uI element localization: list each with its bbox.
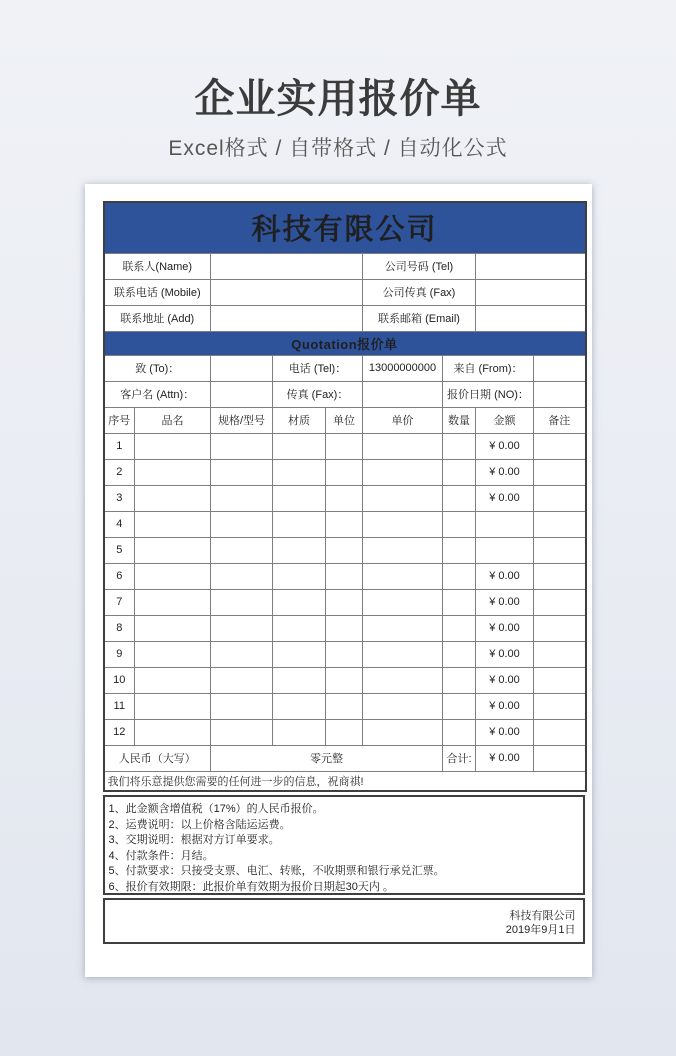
item-qty-cell: [443, 511, 476, 537]
item-spec-cell: [211, 615, 273, 641]
item-spec-cell: [211, 667, 273, 693]
row-number-cell: 6: [104, 563, 135, 589]
item-name-cell: [135, 641, 211, 667]
contact-label: 联系邮箱 (Email): [363, 305, 476, 331]
item-unit-cell: [326, 693, 363, 719]
item-name-cell: [135, 667, 211, 693]
item-name-cell: [135, 433, 211, 459]
item-note-cell: [534, 433, 586, 459]
recipient-label: 来自 (From)：: [443, 355, 534, 381]
item-amount-cell: ¥ 0.00: [476, 641, 534, 667]
item-row: [104, 537, 586, 563]
item-row: [104, 719, 586, 745]
item-note-cell: [534, 641, 586, 667]
row-number-cell: 2: [104, 459, 135, 485]
row-number-cell: 8: [104, 615, 135, 641]
row-number-cell: 4: [104, 511, 135, 537]
item-material-cell: [273, 667, 326, 693]
contact-value-cell: [211, 279, 363, 305]
contact-label: 公司号码 (Tel): [363, 253, 476, 279]
column-header: 品名: [135, 407, 211, 433]
item-material-cell: [273, 615, 326, 641]
greeting-note: 我们将乐意提供您需要的任何进一步的信息，祝商祺!: [104, 771, 586, 791]
column-header: 金额: [476, 407, 534, 433]
company-name-header: 科技有限公司: [104, 202, 586, 253]
item-amount-cell: ¥ 0.00: [476, 459, 534, 485]
signoff-box: [103, 898, 585, 944]
term-line: 6、报价有效期限：此报价单有效期为报价日期起30天内 。: [108, 880, 394, 893]
row-number-cell: 1: [104, 433, 135, 459]
item-row: [104, 433, 586, 459]
contact-row: [104, 279, 586, 305]
recipient-label: 致 (To)：: [104, 355, 211, 381]
row-number-cell: 12: [104, 719, 135, 745]
recipient-value-cell: [363, 381, 443, 407]
recipient-value-cell: [211, 381, 273, 407]
item-material-cell: [273, 433, 326, 459]
item-price-cell: [363, 589, 443, 615]
contact-row: [104, 253, 586, 279]
item-row: [104, 641, 586, 667]
term-line: 3、交期说明：根据对方订单要求。: [108, 834, 280, 846]
item-spec-cell: [211, 641, 273, 667]
item-qty-cell: [443, 459, 476, 485]
quotation-sheet: [85, 184, 592, 977]
item-row: [104, 589, 586, 615]
signoff-date: 2019年9月1日: [505, 924, 576, 936]
item-unit-cell: [326, 511, 363, 537]
item-note-cell: [534, 589, 586, 615]
contact-label: 联系人(Name): [104, 253, 211, 279]
item-qty-cell: [443, 537, 476, 563]
item-spec-cell: [211, 511, 273, 537]
terms-box: [103, 795, 585, 895]
row-number-cell: 7: [104, 589, 135, 615]
item-amount-cell: ¥ 0.00: [476, 563, 534, 589]
item-spec-cell: [211, 563, 273, 589]
hero-banner: [0, 0, 676, 184]
row-number-cell: 10: [104, 667, 135, 693]
item-name-cell: [135, 485, 211, 511]
item-unit-cell: [326, 615, 363, 641]
item-unit-cell: [326, 667, 363, 693]
contact-value-cell: [211, 305, 363, 331]
item-unit-cell: [326, 641, 363, 667]
column-header: 数量: [443, 407, 476, 433]
contact-row: [104, 305, 586, 331]
item-note-cell: [534, 485, 586, 511]
currency-words-label: 人民币（大写）: [104, 745, 211, 771]
recipient-value-cell: 13000000000: [363, 355, 443, 381]
item-qty-cell: [443, 485, 476, 511]
item-unit-cell: [326, 537, 363, 563]
recipient-label: 传真 (Fax)：: [273, 381, 363, 407]
contact-label: 公司传真 (Fax): [363, 279, 476, 305]
item-price-cell: [363, 537, 443, 563]
term-line: 5、付款要求：只接受支票、电汇、转账，不收期票和银行承兑汇票。: [108, 865, 445, 877]
item-price-cell: [363, 485, 443, 511]
item-material-cell: [273, 485, 326, 511]
item-amount-cell: ¥ 0.00: [476, 589, 534, 615]
item-price-cell: [363, 693, 443, 719]
item-price-cell: [363, 641, 443, 667]
item-price-cell: [363, 433, 443, 459]
item-spec-cell: [211, 719, 273, 745]
item-note-cell: [534, 537, 586, 563]
recipient-row: [104, 381, 586, 407]
item-price-cell: [363, 563, 443, 589]
quotation-bar: Quotation报价单: [104, 331, 586, 355]
item-amount-cell: ¥ 0.00: [476, 433, 534, 459]
term-line: 2、运费说明：以上价格含陆运运费。: [108, 818, 291, 831]
item-row: [104, 459, 586, 485]
greeting-row: [104, 771, 586, 791]
item-qty-cell: [443, 719, 476, 745]
term-line: 1、此金额含增值税（17%）的人民币报价。: [108, 803, 324, 815]
recipient-value-cell: [534, 381, 586, 407]
item-qty-cell: [443, 615, 476, 641]
item-name-cell: [135, 563, 211, 589]
item-amount-cell: ¥ 0.00: [476, 615, 534, 641]
summary-note-cell: [534, 745, 586, 771]
column-header: 序号: [104, 407, 135, 433]
item-qty-cell: [443, 667, 476, 693]
item-material-cell: [273, 563, 326, 589]
item-qty-cell: [443, 563, 476, 589]
item-row: [104, 615, 586, 641]
contact-value-cell: [476, 253, 586, 279]
item-qty-cell: [443, 693, 476, 719]
item-name-cell: [135, 537, 211, 563]
column-header: 规格/型号: [211, 407, 273, 433]
item-note-cell: [534, 719, 586, 745]
item-material-cell: [273, 511, 326, 537]
item-spec-cell: [211, 693, 273, 719]
item-name-cell: [135, 615, 211, 641]
total-label: 合计:: [443, 745, 476, 771]
item-unit-cell: [326, 459, 363, 485]
item-unit-cell: [326, 433, 363, 459]
item-amount-cell: ¥ 0.00: [476, 485, 534, 511]
item-name-cell: [135, 511, 211, 537]
item-amount-cell: [476, 511, 534, 537]
item-amount-cell: [476, 537, 534, 563]
item-material-cell: [273, 537, 326, 563]
item-name-cell: [135, 589, 211, 615]
recipient-row: [104, 355, 586, 381]
item-row: [104, 511, 586, 537]
item-price-cell: [363, 667, 443, 693]
quotation-bar-row: [104, 331, 586, 355]
item-qty-cell: [443, 641, 476, 667]
item-price-cell: [363, 459, 443, 485]
item-material-cell: [273, 459, 326, 485]
item-row: [104, 693, 586, 719]
item-spec-cell: [211, 589, 273, 615]
recipient-label: 报价日期 (NO)：: [443, 381, 534, 407]
contact-value-cell: [476, 305, 586, 331]
contact-label: 联系地址 (Add): [104, 305, 211, 331]
summary-row: [104, 745, 586, 771]
item-qty-cell: [443, 589, 476, 615]
item-amount-cell: ¥ 0.00: [476, 719, 534, 745]
column-header: 单价: [363, 407, 443, 433]
item-row: [104, 667, 586, 693]
row-number-cell: 11: [104, 693, 135, 719]
item-name-cell: [135, 719, 211, 745]
item-material-cell: [273, 719, 326, 745]
contact-label: 联系电话 (Mobile): [104, 279, 211, 305]
item-note-cell: [534, 667, 586, 693]
contact-value-cell: [211, 253, 363, 279]
item-unit-cell: [326, 719, 363, 745]
item-spec-cell: [211, 459, 273, 485]
item-material-cell: [273, 641, 326, 667]
item-price-cell: [363, 511, 443, 537]
item-spec-cell: [211, 485, 273, 511]
item-material-cell: [273, 693, 326, 719]
page-subtitle: Excel格式 / 自带格式 / 自动化公式: [168, 137, 508, 160]
item-note-cell: [534, 563, 586, 589]
item-spec-cell: [211, 433, 273, 459]
item-price-cell: [363, 719, 443, 745]
item-note-cell: [534, 511, 586, 537]
column-header: 备注: [534, 407, 586, 433]
signoff-company: 科技有限公司: [509, 910, 576, 922]
item-row: [104, 485, 586, 511]
item-qty-cell: [443, 433, 476, 459]
item-note-cell: [534, 693, 586, 719]
item-row: [104, 563, 586, 589]
item-note-cell: [534, 615, 586, 641]
item-name-cell: [135, 693, 211, 719]
row-number-cell: 5: [104, 537, 135, 563]
amount-in-words-cell: 零元整: [211, 745, 443, 771]
column-header: 材质: [273, 407, 326, 433]
quotation-table: [103, 201, 587, 792]
item-name-cell: [135, 459, 211, 485]
page-title: 企业实用报价单: [194, 77, 482, 121]
item-spec-cell: [211, 537, 273, 563]
contact-value-cell: [476, 279, 586, 305]
column-header: 单位: [326, 407, 363, 433]
recipient-value-cell: [534, 355, 586, 381]
item-price-cell: [363, 615, 443, 641]
recipient-label: 客户名 (Attn)：: [104, 381, 211, 407]
recipient-label: 电话 (Tel)：: [273, 355, 363, 381]
item-table-header-row: [104, 407, 586, 433]
recipient-value-cell: [211, 355, 273, 381]
item-material-cell: [273, 589, 326, 615]
total-amount-cell: ¥ 0.00: [476, 745, 534, 771]
term-line: 4、付款条件：月结。: [108, 849, 214, 862]
item-amount-cell: ¥ 0.00: [476, 667, 534, 693]
item-note-cell: [534, 459, 586, 485]
company-header-row: [104, 202, 586, 253]
row-number-cell: 3: [104, 485, 135, 511]
item-amount-cell: ¥ 0.00: [476, 693, 534, 719]
item-unit-cell: [326, 563, 363, 589]
item-unit-cell: [326, 589, 363, 615]
row-number-cell: 9: [104, 641, 135, 667]
item-unit-cell: [326, 485, 363, 511]
